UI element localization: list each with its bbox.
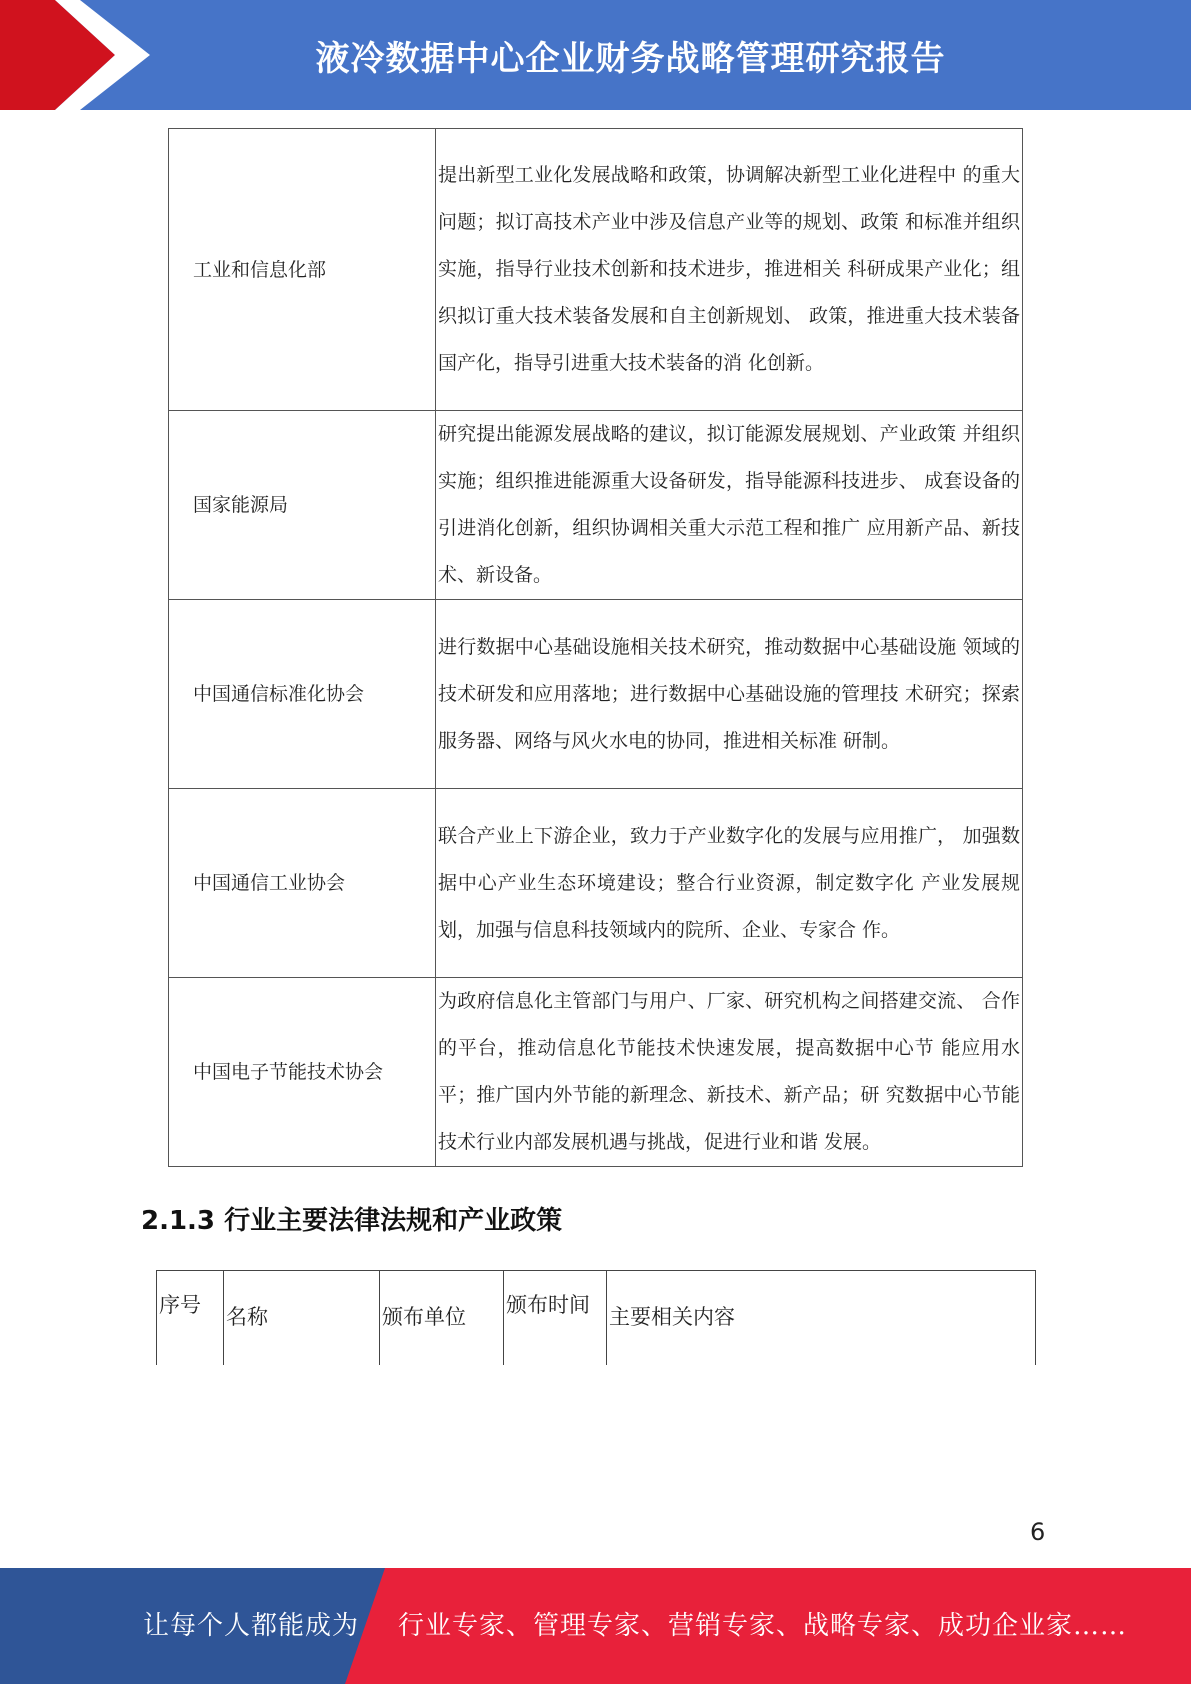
agency-table	[168, 128, 1023, 1167]
section-heading: 2.1.3 行业主要法律法规和产业政策	[141, 1206, 563, 1236]
page-number: 6	[1030, 1518, 1046, 1546]
column-header-name: 名称	[223, 1271, 379, 1365]
column-header-issuer: 颁布单位	[379, 1271, 503, 1365]
column-header-content: 主要相关内容	[606, 1271, 1036, 1365]
page-footer	[0, 1568, 1191, 1684]
agency-name: 中国电子节能技术协会	[169, 978, 436, 1167]
chevron-arrow-graphic	[0, 0, 160, 110]
column-header-index: 序号	[156, 1271, 223, 1365]
table-row	[169, 129, 1023, 411]
table-row	[169, 789, 1023, 978]
page-header	[0, 0, 1191, 110]
footer-slogan-left: 让每个人都能成为	[143, 1611, 360, 1641]
footer-slogan-right: 行业专家、管理专家、营销专家、战略专家、成功企业家……	[398, 1611, 1128, 1641]
policy-table-header	[156, 1270, 1036, 1365]
agency-name: 国家能源局	[169, 411, 436, 600]
agency-name: 中国通信标准化协会	[169, 600, 436, 789]
agency-description: 研究提出能源发展战略的建议，拟订能源发展规划、产业政策 并组织实施；组织推进能源重大设备研发，指导能源科技进步、 成套设备的引进消化创新，组织协调相关重大示范工程和推广 应用新产品、新技术、新设备。	[436, 411, 1023, 600]
agency-description: 提出新型工业化发展战略和政策，协调解决新型工业化进程中 的重大问题；拟订高技术产业中涉及信息产业等的规划、政策 和标准并组织实施，指导行业技术创新和技术进步，推进相关 科研成果产业化；组织拟订重大技术装备发展和自主创新规划、 政策，推进重大技术装备国产化，指导引进重大技术装备的消 化创新。	[436, 129, 1023, 411]
agency-description: 为政府信息化主管部门与用户、厂家、研究机构之间搭建交流、 合作的平台，推动信息化节能技术快速发展，提高数据中心节 能应用水平；推广国内外节能的新理念、新技术、新产品；研 究数据中心节能技术行业内部发展机遇与挑战，促进行业和谐 发展。	[436, 978, 1023, 1167]
table-row	[169, 411, 1023, 600]
agency-name: 工业和信息化部	[169, 129, 436, 411]
column-header-date: 颁布时间	[503, 1271, 606, 1365]
table-row	[169, 978, 1023, 1167]
agency-description: 进行数据中心基础设施相关技术研究，推动数据中心基础设施 领域的技术研发和应用落地；进行数据中心基础设施的管理技 术研究；探索服务器、网络与风火水电的协同，推进相关标准 研制。	[436, 600, 1023, 789]
report-title: 液冷数据中心企业财务战略管理研究报告	[315, 38, 946, 79]
agency-description: 联合产业上下游企业，致力于产业数字化的发展与应用推广， 加强数据中心产业生态环境建设；整合行业资源，制定数字化 产业发展规划，加强与信息科技领域内的院所、企业、专家合 作。	[436, 789, 1023, 978]
table-row	[169, 600, 1023, 789]
agency-name: 中国通信工业协会	[169, 789, 436, 978]
